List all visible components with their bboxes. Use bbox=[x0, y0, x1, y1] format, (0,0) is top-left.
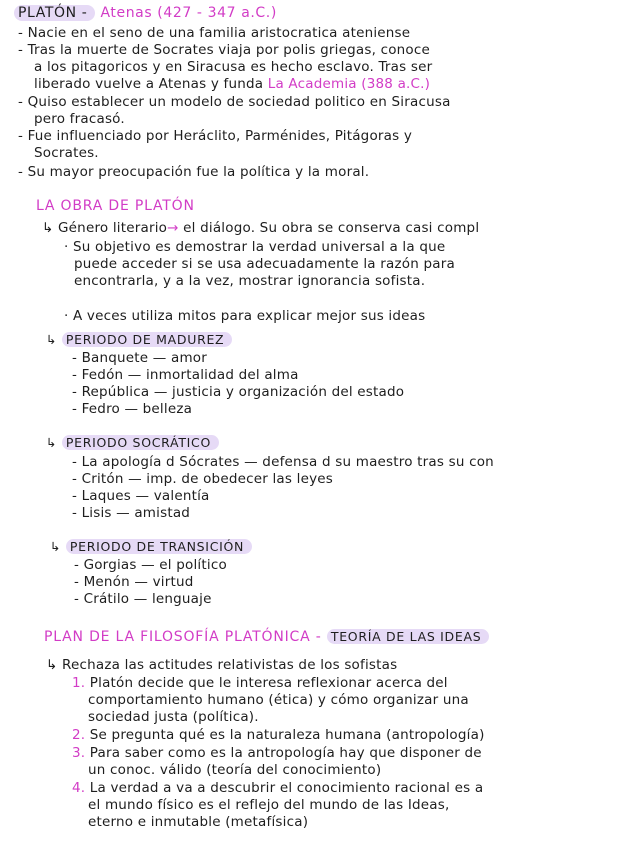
plan-lead bbox=[46, 657, 397, 674]
bio-line: - Nacie en el seno de una familia aristocratica ateniense bbox=[18, 25, 411, 41]
header-name: PLATÓN - bbox=[14, 5, 95, 21]
obra-line: · Su objetivo es demostrar la verdad universal a la que bbox=[64, 239, 446, 255]
period-socratico bbox=[46, 434, 219, 451]
period-title: PERIODO DE MADUREZ bbox=[62, 332, 232, 347]
plan-point bbox=[72, 727, 485, 744]
obra-line: encontrarla, y a la vez, mostrar ignorancia sofista. bbox=[74, 273, 426, 289]
plan-point bbox=[72, 745, 482, 762]
period-title: PERIODO DE TRANSICIÓN bbox=[66, 539, 252, 554]
header-place-dates: Atenas (427 - 347 a.C.) bbox=[100, 5, 277, 21]
plan-point-cont: comportamiento humano (ética) y cómo organizar una bbox=[88, 692, 469, 708]
period-item: - Lisis — amistad bbox=[72, 505, 191, 521]
branch-arrow-icon: ↳ bbox=[46, 435, 58, 450]
point-text: La verdad a va a descubrir el conocimiento racional es a bbox=[89, 780, 484, 796]
period-transicion bbox=[50, 538, 252, 555]
obra-line: puede acceder si se usa adecuadamente la razón para bbox=[74, 256, 455, 272]
plan-lead-text: Rechaza las actitudes relativistas de los sofistas bbox=[62, 657, 398, 673]
plan-title: PLAN DE LA FILOSOFÍA PLATÓNICA - bbox=[44, 629, 322, 645]
point-number: 2. bbox=[72, 727, 86, 743]
period-item: - Critón — imp. de obedecer las leyes bbox=[72, 471, 334, 487]
bio-line: - Fue influenciado por Heráclito, Parménides, Pitágoras y bbox=[18, 128, 413, 144]
page-header bbox=[14, 5, 277, 22]
period-item: - Fedón — inmortalidad del alma bbox=[72, 367, 299, 383]
period-item: - Menón — virtud bbox=[74, 574, 194, 590]
period-title: PERIODO SOCRÁTICO bbox=[62, 435, 219, 450]
branch-arrow-icon: ↳ bbox=[42, 220, 54, 236]
plan-subtitle: TEORÍA DE LAS IDEAS bbox=[327, 629, 489, 644]
period-item: - Gorgias — el político bbox=[74, 557, 227, 573]
period-item: - Laques — valentía bbox=[72, 488, 210, 504]
point-text: Se pregunta qué es la naturaleza humana (antropología) bbox=[89, 727, 485, 743]
point-text: Platón decide que le interesa reflexionar acerca del bbox=[89, 675, 448, 691]
obra-title: LA OBRA DE PLATÓN bbox=[36, 198, 195, 214]
obra-line: · A veces utiliza mitos para explicar mejor sus ideas bbox=[64, 308, 426, 324]
obra-genre bbox=[42, 220, 479, 237]
point-text: Para saber como es la antropología hay que disponer de bbox=[89, 745, 482, 761]
branch-arrow-icon: ↳ bbox=[50, 539, 62, 554]
point-number: 4. bbox=[72, 780, 86, 796]
plan-point bbox=[72, 780, 483, 797]
point-number: 3. bbox=[72, 745, 86, 761]
plan-point-cont: eterno e inmutable (metafísica) bbox=[88, 814, 309, 830]
bio-line: a los pitagoricos y en Siracusa es hecho esclavo. Tras ser bbox=[34, 59, 433, 75]
plan-point-cont: el mundo físico es el reflejo del mundo de las Ideas, bbox=[88, 797, 450, 813]
branch-arrow-icon: ↳ bbox=[46, 332, 58, 347]
period-madurez bbox=[46, 331, 232, 348]
bio-academia: La Academia (388 a.C.) bbox=[267, 76, 431, 92]
period-item: - Fedro — belleza bbox=[72, 401, 193, 417]
period-item: - La apología d Sócrates — defensa d su maestro tras su con bbox=[72, 454, 494, 470]
plan-point-cont: sociedad justa (política). bbox=[88, 709, 259, 725]
plan-point-cont: un conoc. válido (teoría del conocimiento) bbox=[88, 762, 382, 778]
bio-academia-lead: liberado vuelve a Atenas y funda bbox=[34, 76, 264, 92]
bio-line: - Su mayor preocupación fue la política y la moral. bbox=[18, 164, 370, 180]
period-item: - Crátilo — lenguaje bbox=[74, 591, 212, 607]
bio-line: pero fracasó. bbox=[34, 111, 125, 127]
branch-arrow-icon: ↳ bbox=[46, 657, 58, 673]
obra-genre-rest: el diálogo. Su obra se conserva casi compl bbox=[183, 220, 480, 236]
bio-line: Socrates. bbox=[34, 145, 99, 161]
plan-heading bbox=[44, 628, 489, 646]
plan-point bbox=[72, 675, 448, 692]
bio-line bbox=[34, 76, 430, 93]
period-item: - Banquete — amor bbox=[72, 350, 207, 366]
period-item: - República — justicia y organización del estado bbox=[72, 384, 405, 400]
bio-line: - Quiso establecer un modelo de sociedad politico en Siracusa bbox=[18, 94, 451, 110]
bio-line: - Tras la muerte de Socrates viaja por polis griegas, conoce bbox=[18, 42, 431, 58]
right-arrow-icon: → bbox=[167, 220, 179, 236]
point-number: 1. bbox=[72, 675, 86, 691]
obra-genre-lead: Género literario bbox=[58, 220, 168, 236]
